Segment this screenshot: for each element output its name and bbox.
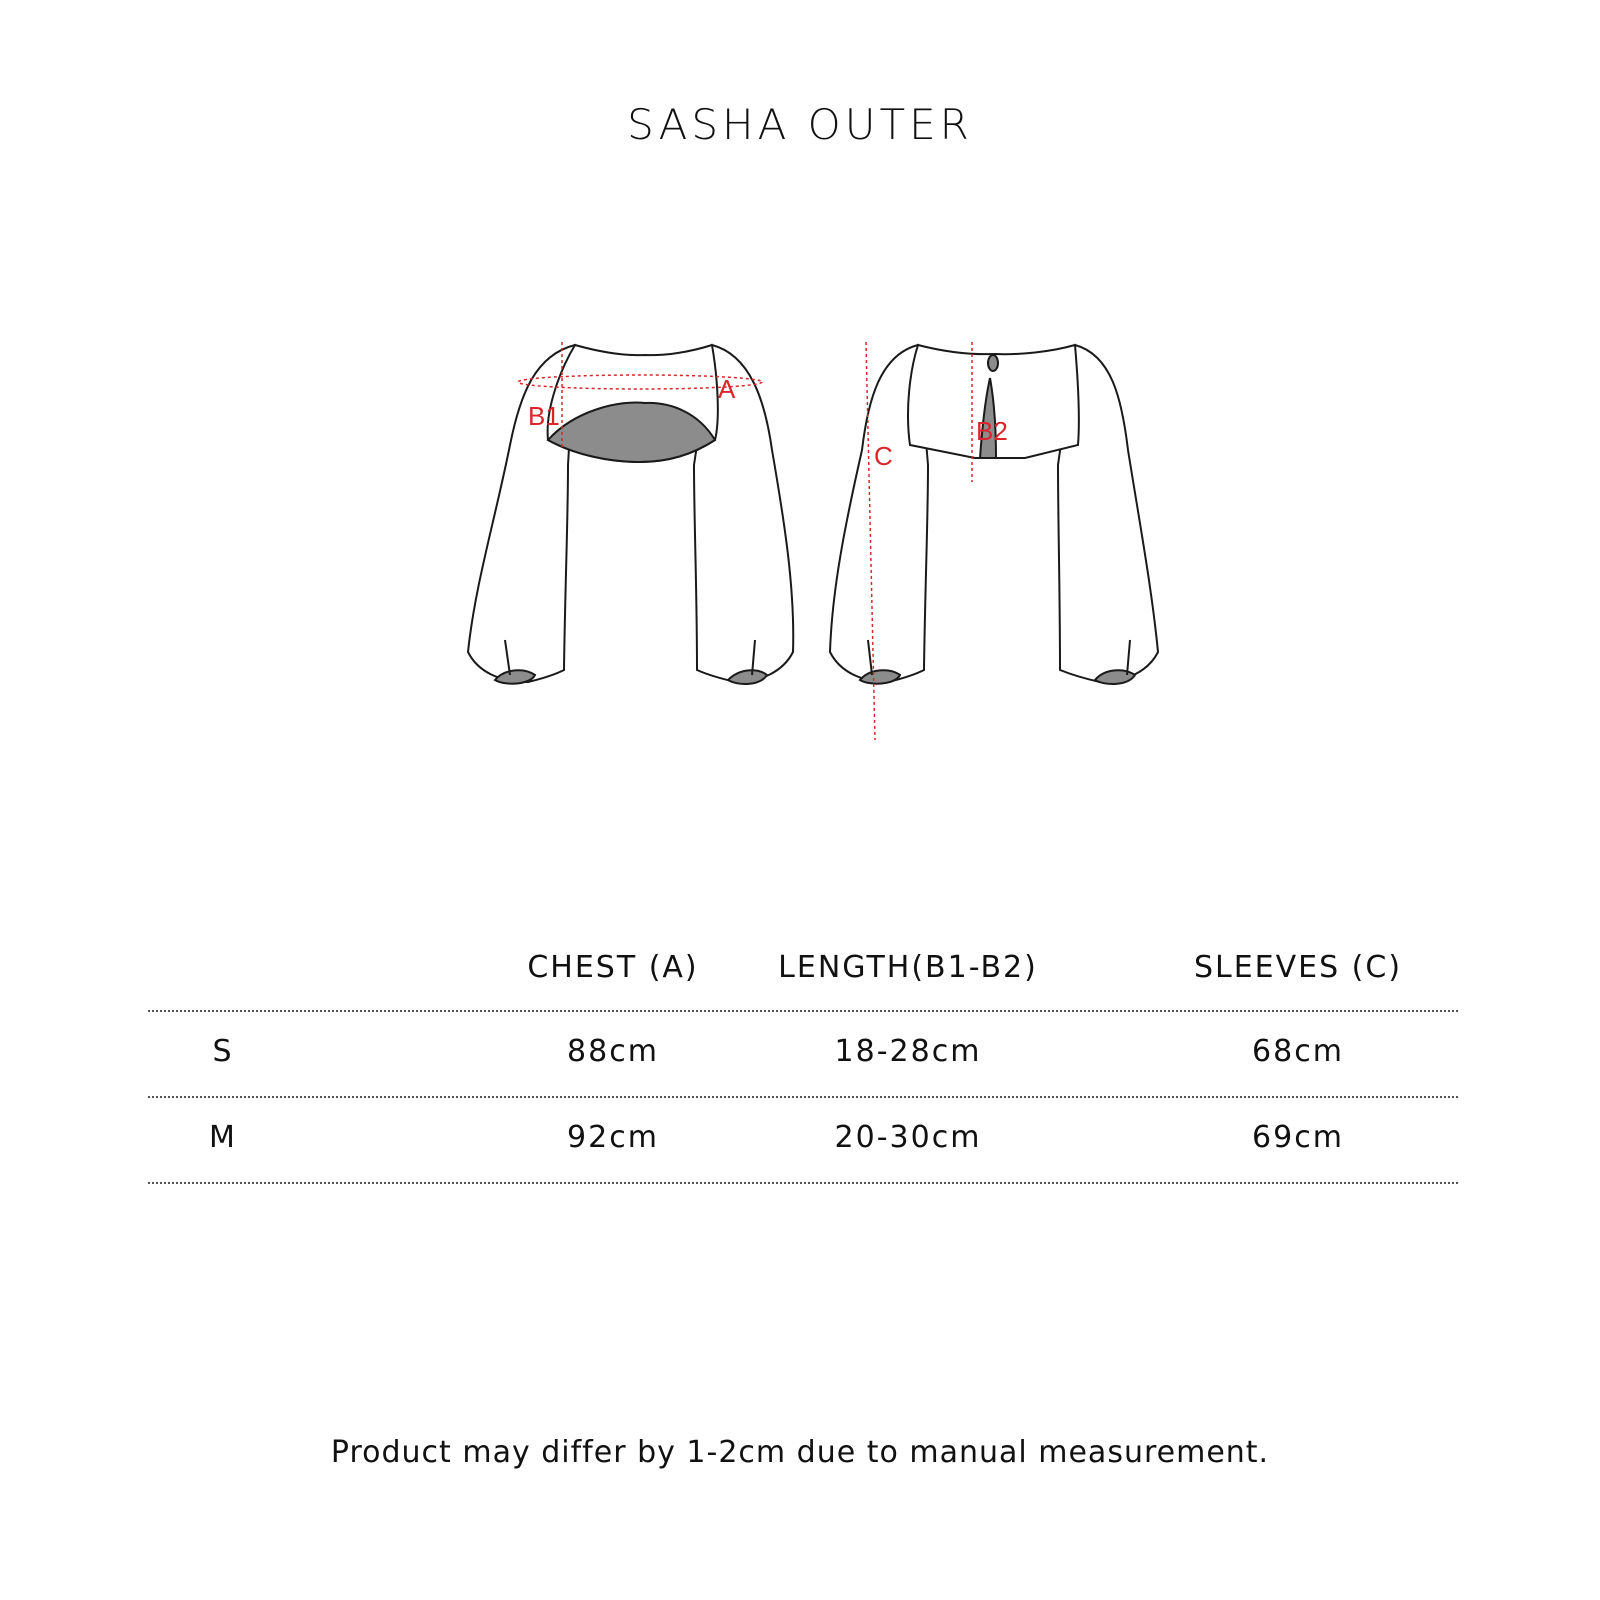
page-title: SASHA OUTER [627, 100, 973, 149]
length-value: 20-30cm [834, 1120, 982, 1155]
table-row [148, 1096, 1458, 1182]
sleeves-value: 69cm [1252, 1120, 1344, 1155]
size-table [148, 940, 1458, 1182]
size-label: S [212, 1034, 234, 1069]
measurement-note: Product may differ by 1-2cm due to manual measurement. [330, 1435, 1270, 1470]
front-view [468, 345, 793, 684]
label-b2: B2 [976, 416, 1008, 446]
back-view [830, 345, 1158, 684]
header-length: LENGTH(B1-B2) [778, 950, 1038, 985]
header-chest: CHEST (A) [527, 950, 699, 985]
table-row [148, 1010, 1458, 1096]
chest-value: 88cm [567, 1034, 659, 1069]
table-header-row [148, 940, 1458, 1010]
label-b1: B1 [528, 401, 560, 431]
table-divider [148, 1182, 1458, 1184]
size-label: M [209, 1120, 237, 1155]
chest-value: 92cm [567, 1120, 659, 1155]
label-c: C [874, 441, 893, 471]
label-a: A [718, 374, 736, 404]
header-sleeves: SLEEVES (C) [1193, 950, 1403, 985]
sleeves-value: 68cm [1252, 1034, 1344, 1069]
back-button [988, 355, 998, 371]
garment-diagram [0, 0, 1600, 760]
length-value: 18-28cm [834, 1034, 982, 1069]
